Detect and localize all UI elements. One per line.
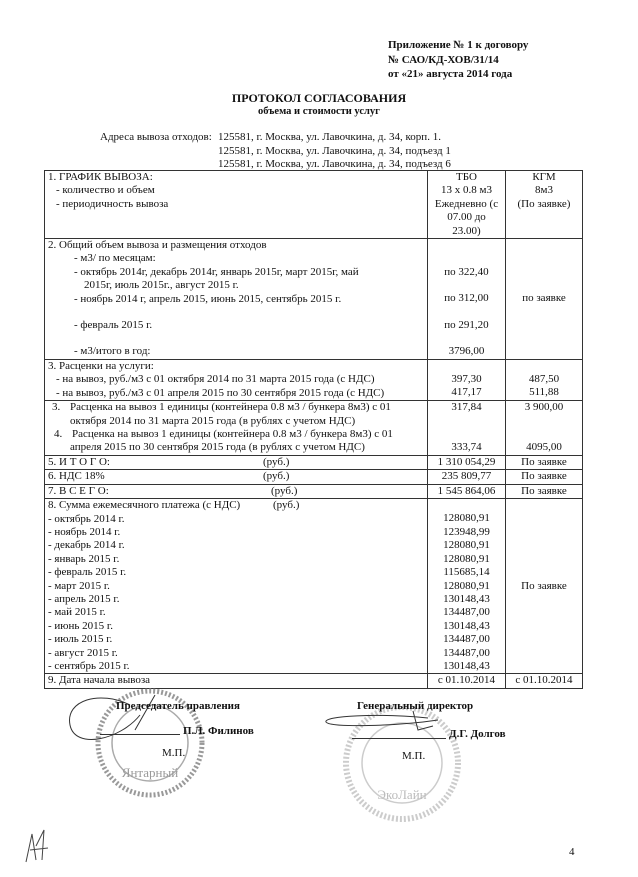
row-sublabel: - количество и объем — [56, 184, 155, 197]
month-payment-value: 128080,91 — [443, 552, 490, 565]
row-sublabel: - на вывоз, руб./м3 с 01 октября 2014 по 31 марта 2015 года (с НДС) — [56, 373, 375, 386]
cell-value: 8м3 — [535, 184, 553, 197]
month-label: - август 2015 г. — [48, 646, 118, 659]
cell-value: по 291,20 — [444, 318, 489, 331]
row-sublabel: - на вывоз, руб./м3 с 01 апреля 2015 по 30 сентября 2015 года (с НДС) — [56, 386, 385, 399]
page-number: 4 — [569, 846, 575, 858]
row-sublabel: 2015г, июль 2015г., август 2015 г. — [84, 279, 239, 292]
row-label: октября 2014 по 31 марта 2015 года (в рублях с учетом НДС) — [70, 414, 356, 427]
cell-value: 417,17 — [451, 386, 482, 399]
month-label: - сентябрь 2015 г. — [48, 659, 130, 672]
row-label: 3. Расценки на услуги: — [48, 360, 154, 373]
cell-value: По заявке — [506, 455, 583, 469]
month-payment-value: 128080,91 — [443, 539, 490, 552]
month-payment-value: 134487,00 — [443, 633, 490, 646]
table-row — [45, 484, 583, 498]
cell-value: 4095,00 — [526, 440, 562, 453]
column-header-tbo: ТБО — [456, 171, 477, 183]
month-payment-value: 128080,91 — [443, 579, 490, 592]
right-signature — [318, 708, 468, 738]
initials-mark — [22, 826, 52, 866]
month-payment-value: 128080,91 — [443, 512, 490, 525]
row-label: 9. Дата начала вывоза — [45, 674, 428, 688]
document-title: ПРОТОКОЛ СОГЛАСОВАНИЯ — [231, 91, 407, 105]
row-sublabel: - периодичность вывоза — [56, 197, 169, 210]
row-sublabel: - м3/итого в год: — [74, 345, 151, 358]
table-row — [45, 455, 583, 469]
stamp-lettering: Янтарный — [121, 765, 179, 780]
contract-date: от «21» августа 2014 года — [388, 68, 513, 80]
cell-value: по 322,40 — [444, 266, 489, 279]
unit-label: (руб.) — [263, 455, 290, 468]
month-label: - май 2015 г. — [48, 606, 106, 619]
cell-value: По заявке — [521, 579, 567, 592]
unit-label: (руб.) — [273, 499, 300, 512]
cell-value: Ежедневно (с — [434, 197, 499, 210]
cell-value: По заявке — [506, 470, 583, 484]
row-label: Расценка на вывоз 1 единицы (контейнера 0.8 м3 / бункера 8м3) с 01 — [70, 401, 391, 414]
month-label: - февраль 2015 г. — [48, 566, 127, 579]
stamp-lettering: ЭкоЛайн — [377, 787, 427, 802]
services-table — [44, 170, 583, 689]
address-line: 125581, г. Москва, ул. Лавочкина, д. 34, подъезд 6 — [218, 158, 451, 170]
cell-value: 1 310 054,29 — [428, 455, 506, 469]
cell-value: 13 х 0.8 м3 — [441, 184, 492, 197]
cell-value: 23.00) — [452, 224, 481, 237]
right-seal-label: М.П. — [402, 750, 426, 762]
table-row — [45, 239, 583, 360]
row-sublabel: - м3/ по месяцам: — [74, 252, 156, 265]
table-row — [45, 470, 583, 484]
month-label: - январь 2015 г. — [48, 552, 120, 565]
row-label: апреля 2015 по 30 сентября 2015 года (в рублях с учетом НДС) — [70, 441, 365, 454]
table-row — [45, 360, 583, 401]
cell-value: 1 545 864,06 — [428, 484, 506, 498]
row-label: 8. Сумма ежемесячного платежа (с НДС) — [48, 499, 241, 512]
cell-value: 511,88 — [529, 386, 559, 399]
month-label: - ноябрь 2014 г. — [48, 525, 121, 538]
table-row — [45, 401, 583, 456]
document-subtitle: объема и стоимости услуг — [258, 106, 380, 117]
address-line: 125581, г. Москва, ул. Лавочкина, д. 34, корп. 1. — [218, 131, 441, 143]
left-signature-line — [100, 734, 180, 735]
unit-label: (руб.) — [271, 484, 298, 497]
cell-value: 07.00 до — [447, 211, 486, 224]
month-payment-value: 134487,00 — [443, 646, 490, 659]
month-label: - июнь 2015 г. — [48, 619, 113, 632]
right-signer-title: Генеральный директор — [357, 700, 474, 712]
item-number: 4. — [54, 428, 63, 441]
row-label: Расценка на вывоз 1 единицы (контейнера 0.8 м3 / бункера 8м3) с 01 — [72, 428, 393, 441]
cell-value: с 01.10.2014 — [506, 674, 583, 688]
table-row — [45, 499, 583, 674]
month-payment-value: 130148,43 — [443, 619, 490, 632]
row-sublabel: - октябрь 2014г, декабрь 2014г, январь 2015г, март 2015г, май — [74, 265, 359, 278]
row-label: 2. Общий объем вывоза и размещения отходов — [48, 239, 267, 252]
addresses-label: Адреса вывоза отходов: — [100, 131, 212, 143]
left-seal-label: М.П. — [162, 747, 186, 759]
cell-value: 487,50 — [528, 373, 560, 386]
column-header-kgm: КГМ — [532, 171, 556, 183]
contract-number: № САО/КД-ХОВ/31/14 — [388, 53, 499, 66]
row-sublabel: - ноябрь 2014 г, апрель 2015, июнь 2015, сентябрь 2015 г. — [74, 292, 342, 305]
cell-value: 235 809,77 — [428, 470, 506, 484]
month-payment-value: 130148,43 — [443, 659, 490, 672]
cell-value: 3796,00 — [448, 345, 485, 358]
table-row — [45, 171, 583, 239]
month-payment-value: 130148,43 — [443, 592, 490, 605]
left-signer-title: Председатель правления — [116, 700, 240, 712]
row-label: 5. И Т О Г О: — [48, 455, 110, 468]
month-label: - июль 2015 г. — [48, 633, 113, 646]
appendix-header — [388, 38, 528, 82]
address-line: 125581, г. Москва, ул. Лавочкина, д. 34, подъезд 1 — [218, 144, 451, 157]
cell-value: (По заявке) — [517, 197, 571, 210]
cell-value: по 312,00 — [444, 292, 489, 305]
cell-value: По заявке — [506, 484, 583, 498]
right-signer-name: Д.Г. Долгов — [449, 728, 506, 740]
month-payment-value: 123948,99 — [443, 525, 490, 538]
month-label: - октябрь 2014 г. — [48, 512, 125, 525]
cell-value: 317,84 — [451, 401, 482, 414]
cell-value: 333,74 — [451, 440, 482, 453]
month-payment-value: 115685,14 — [443, 566, 490, 579]
left-signer-name: П.Л. Филинов — [183, 725, 254, 737]
right-signature-line — [352, 738, 446, 739]
cell-value: по заявке — [522, 292, 566, 305]
row-sublabel: - февраль 2015 г. — [74, 319, 153, 332]
cell-value: 3 900,00 — [524, 401, 564, 414]
row-label: 7. В С Е Г О: — [48, 484, 109, 497]
row-label: 1. ГРАФИК ВЫВОЗА: — [48, 171, 153, 183]
row-label: 6. НДС 18% — [48, 470, 105, 483]
unit-label: (руб.) — [263, 470, 290, 483]
item-number: 3. — [52, 401, 61, 414]
month-payment-value: 134487,00 — [443, 606, 490, 619]
cell-value: 397,30 — [451, 373, 482, 386]
month-label: - март 2015 г. — [48, 579, 110, 592]
month-label: - апрель 2015 г. — [48, 592, 120, 605]
cell-value: с 01.10.2014 — [428, 674, 506, 688]
month-label: - декабрь 2014 г. — [48, 539, 125, 552]
appendix-line: Приложение № 1 к договору — [388, 39, 529, 51]
